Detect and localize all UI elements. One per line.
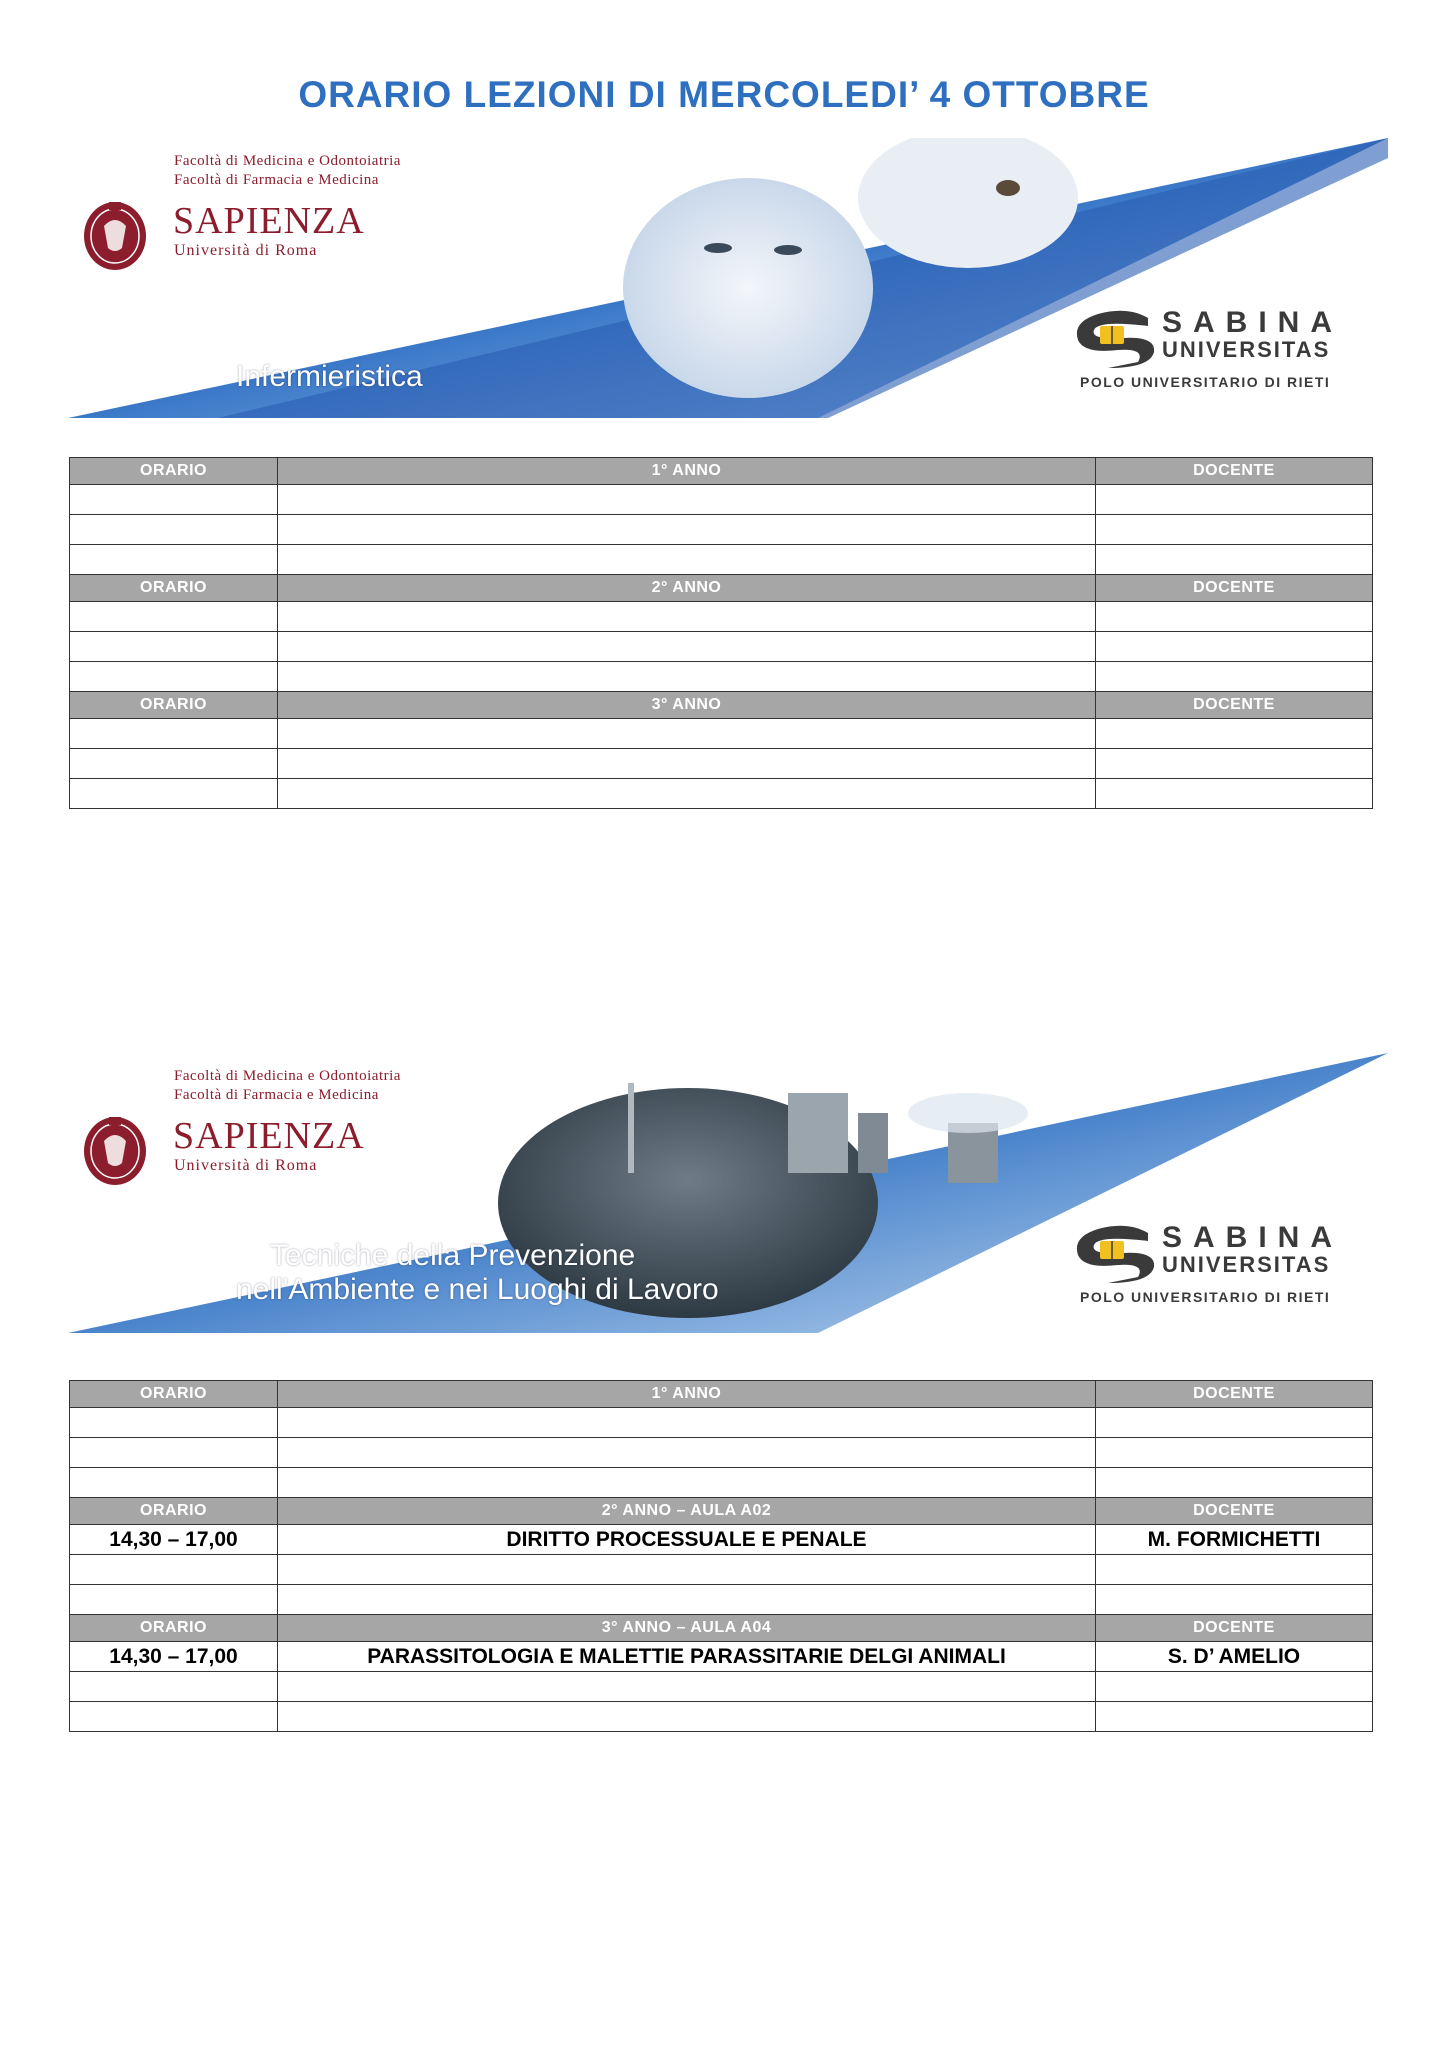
- banner-tecniche-prevenzione: [68, 1053, 1388, 1333]
- cell-orario: [70, 662, 278, 692]
- cell-materia: [278, 662, 1096, 692]
- polo-universitario-label: POLO UNIVERSITARIO DI RIETI: [1080, 374, 1331, 390]
- cell-materia: [278, 515, 1096, 545]
- cell-docente: [1096, 1585, 1373, 1615]
- sabina-book-icon: [1068, 1223, 1158, 1283]
- cell-materia: DIRITTO PROCESSUALE E PENALE: [278, 1525, 1096, 1555]
- table-row: [70, 1585, 1373, 1615]
- cell-orario: [70, 545, 278, 575]
- header-orario: ORARIO: [70, 692, 278, 719]
- header-docente: DOCENTE: [1096, 1498, 1373, 1525]
- course-title: [236, 1239, 719, 1307]
- cell-orario: [70, 719, 278, 749]
- cell-materia: [278, 545, 1096, 575]
- faculty-names: [174, 152, 401, 190]
- cell-docente: [1096, 1438, 1373, 1468]
- cell-materia: [278, 1555, 1096, 1585]
- cell-materia: [278, 1468, 1096, 1498]
- cell-docente: [1096, 1702, 1373, 1732]
- table-row: [70, 545, 1373, 575]
- sabina-logo: [1068, 1223, 1368, 1313]
- sapienza-wordmark: SAPIENZA: [173, 200, 365, 242]
- header-anno: 2° ANNO – AULA A02: [278, 1498, 1096, 1525]
- table-row: [70, 1468, 1373, 1498]
- page-title: ORARIO LEZIONI DI MERCOLEDI’ 4 OTTOBRE: [298, 74, 1150, 115]
- table-header-row: [70, 1615, 1373, 1642]
- table-row: [70, 515, 1373, 545]
- table-row: [70, 1555, 1373, 1585]
- table-row: [70, 1525, 1373, 1555]
- header-docente: DOCENTE: [1096, 575, 1373, 602]
- faculty-line-1: Facoltà di Medicina e Odontoiatria: [174, 153, 401, 169]
- sabina-book-icon: [1068, 308, 1158, 368]
- table-row: [70, 1702, 1373, 1732]
- cell-materia: [278, 749, 1096, 779]
- header-anno: 2° ANNO: [278, 575, 1096, 602]
- sapienza-seal-icon: [82, 1111, 148, 1187]
- table-row: [70, 632, 1373, 662]
- header-orario: ORARIO: [70, 575, 278, 602]
- table-row: [70, 749, 1373, 779]
- cell-docente: M. FORMICHETTI: [1096, 1525, 1373, 1555]
- cell-orario: [70, 1555, 278, 1585]
- table-row: [70, 719, 1373, 749]
- sabina-word: SABINA: [1162, 1221, 1344, 1254]
- sabina-logo: [1068, 308, 1368, 398]
- cell-orario: [70, 1585, 278, 1615]
- cell-materia: [278, 1702, 1096, 1732]
- polo-universitario-label: POLO UNIVERSITARIO DI RIETI: [1080, 1289, 1331, 1305]
- cell-materia: [278, 1438, 1096, 1468]
- table-row: [70, 1672, 1373, 1702]
- cell-materia: [278, 1585, 1096, 1615]
- universitas-word: UNIVERSITAS: [1162, 337, 1331, 362]
- table-row: [70, 485, 1373, 515]
- cell-orario: [70, 602, 278, 632]
- header-anno: 3° ANNO: [278, 692, 1096, 719]
- cell-docente: S. D’ AMELIO: [1096, 1642, 1373, 1672]
- cell-orario: [70, 1672, 278, 1702]
- cell-docente: [1096, 545, 1373, 575]
- course-title-line-1: Tecniche della Prevenzione: [270, 1239, 636, 1272]
- cell-docente: [1096, 515, 1373, 545]
- cell-materia: [278, 779, 1096, 809]
- cell-docente: [1096, 1468, 1373, 1498]
- cell-docente: [1096, 1672, 1373, 1702]
- cell-docente: [1096, 1555, 1373, 1585]
- cell-materia: [278, 602, 1096, 632]
- cell-orario: [70, 1438, 278, 1468]
- cell-docente: [1096, 1408, 1373, 1438]
- table-header-row: [70, 692, 1373, 719]
- banner-infermieristica: [68, 138, 1388, 418]
- cell-docente: [1096, 719, 1373, 749]
- header-anno: 1° ANNO: [278, 458, 1096, 485]
- course-title-line-2: nell'Ambiente e nei Luoghi di Lavoro: [236, 1273, 719, 1306]
- cell-orario: [70, 1468, 278, 1498]
- sapienza-wordmark: SAPIENZA: [173, 1115, 365, 1157]
- cell-docente: [1096, 779, 1373, 809]
- table-header-row: [70, 1381, 1373, 1408]
- cell-materia: [278, 1408, 1096, 1438]
- cell-materia: [278, 719, 1096, 749]
- cell-orario: [70, 515, 278, 545]
- faculty-line-2: Facoltà di Farmacia e Medicina: [174, 1087, 379, 1103]
- header-anno: 3° ANNO – AULA A04: [278, 1615, 1096, 1642]
- cell-orario: 14,30 – 17,00: [70, 1642, 278, 1672]
- nurse-image: [623, 178, 873, 398]
- header-anno: 1° ANNO: [278, 1381, 1096, 1408]
- schedule-table-infermieristica: [69, 457, 1373, 809]
- header-docente: DOCENTE: [1096, 1615, 1373, 1642]
- faculty-names: [174, 1067, 401, 1105]
- cell-orario: [70, 485, 278, 515]
- course-title: [236, 360, 423, 394]
- header-docente: DOCENTE: [1096, 458, 1373, 485]
- table-row: [70, 1438, 1373, 1468]
- sapienza-subtitle: Università di Roma: [174, 242, 318, 259]
- universitas-word: UNIVERSITAS: [1162, 1252, 1331, 1277]
- table-row: [70, 662, 1373, 692]
- header-orario: ORARIO: [70, 458, 278, 485]
- sapienza-subtitle: Università di Roma: [174, 1157, 318, 1174]
- sapienza-seal-icon: [82, 196, 148, 272]
- cell-materia: [278, 632, 1096, 662]
- header-docente: DOCENTE: [1096, 1381, 1373, 1408]
- header-orario: ORARIO: [70, 1498, 278, 1525]
- table-header-row: [70, 458, 1373, 485]
- sabina-word: SABINA: [1162, 306, 1344, 339]
- header-orario: ORARIO: [70, 1381, 278, 1408]
- cell-orario: [70, 1702, 278, 1732]
- table-header-row: [70, 575, 1373, 602]
- cell-docente: [1096, 485, 1373, 515]
- table-row: [70, 1642, 1373, 1672]
- cell-orario: [70, 779, 278, 809]
- table-row: [70, 779, 1373, 809]
- cell-materia: [278, 1672, 1096, 1702]
- cell-materia: [278, 485, 1096, 515]
- table-header-row: [70, 1498, 1373, 1525]
- cell-docente: [1096, 662, 1373, 692]
- cell-orario: [70, 749, 278, 779]
- course-title-line-1: Infermieristica: [236, 360, 423, 393]
- cell-orario: [70, 1408, 278, 1438]
- cell-docente: [1096, 602, 1373, 632]
- faculty-line-2: Facoltà di Farmacia e Medicina: [174, 172, 379, 188]
- schedule-table-tecniche-prevenzione: [69, 1380, 1373, 1732]
- header-docente: DOCENTE: [1096, 692, 1373, 719]
- cell-orario: [70, 632, 278, 662]
- table-row: [70, 602, 1373, 632]
- faculty-line-1: Facoltà di Medicina e Odontoiatria: [174, 1068, 401, 1084]
- cell-docente: [1096, 749, 1373, 779]
- cell-orario: 14,30 – 17,00: [70, 1525, 278, 1555]
- table-row: [70, 1408, 1373, 1438]
- cell-materia: PARASSITOLOGIA E MALETTIE PARASSITARIE DELGI ANIMALI: [278, 1642, 1096, 1672]
- header-orario: ORARIO: [70, 1615, 278, 1642]
- cell-docente: [1096, 632, 1373, 662]
